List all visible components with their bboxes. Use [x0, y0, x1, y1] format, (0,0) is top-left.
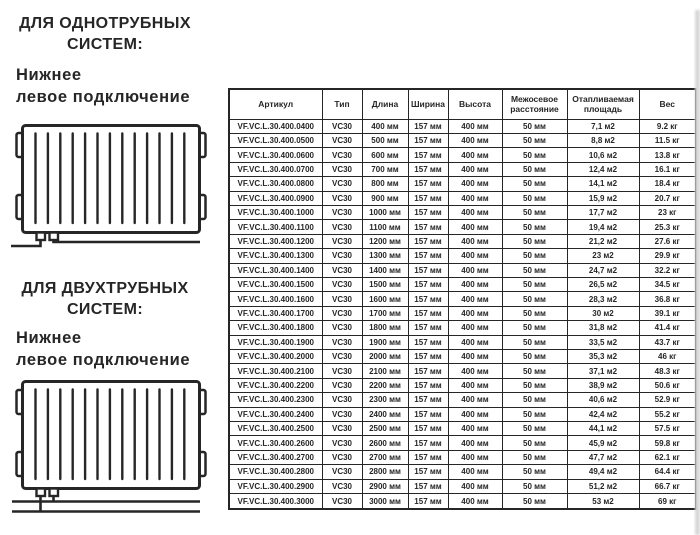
table-row: [229, 321, 696, 335]
table-cell: 38,9 м2: [567, 378, 639, 392]
table-cell: 50 мм: [502, 494, 567, 509]
table-cell: 50.6 кг: [639, 378, 696, 392]
table-cell: 50 мм: [502, 234, 567, 248]
table-cell: 400 мм: [448, 364, 502, 378]
table-cell: 51,2 м2: [567, 479, 639, 493]
table-cell: 41.4 кг: [639, 321, 696, 335]
radiator-spec-table: [228, 88, 697, 510]
table-cell: 50 мм: [502, 249, 567, 263]
table-cell: VC30: [322, 350, 362, 364]
table-cell: VF.VC.L.30.400.1700: [229, 306, 322, 320]
table-cell: VF.VC.L.30.400.2600: [229, 436, 322, 450]
table-cell: VC30: [322, 263, 362, 277]
table-row: [229, 220, 696, 234]
table-cell: 157 мм: [408, 465, 448, 479]
table-cell: 400 мм: [448, 119, 502, 133]
table-cell: 34.5 кг: [639, 277, 696, 291]
table-row: [229, 306, 696, 320]
table-cell: 500 мм: [362, 133, 408, 147]
table-cell: 800 мм: [362, 177, 408, 191]
table-cell: 400 мм: [448, 263, 502, 277]
table-cell: VF.VC.L.30.400.0500: [229, 133, 322, 147]
table-cell: VC30: [322, 450, 362, 464]
table-cell: VC30: [322, 479, 362, 493]
table-cell: 2500 мм: [362, 422, 408, 436]
table-cell: 50 мм: [502, 378, 567, 392]
table-cell: 19,4 м2: [567, 220, 639, 234]
table-cell: 157 мм: [408, 133, 448, 147]
table-cell: 50 мм: [502, 422, 567, 436]
table-cell: VF.VC.L.30.400.2400: [229, 407, 322, 421]
table-row: [229, 191, 696, 205]
table-header-row: [229, 89, 696, 119]
table-cell: 25.3 кг: [639, 220, 696, 234]
table-cell: 1600 мм: [362, 292, 408, 306]
table-row: [229, 205, 696, 219]
table-cell: 20.7 кг: [639, 191, 696, 205]
table-cell: 37,1 м2: [567, 364, 639, 378]
table-cell: 50 мм: [502, 350, 567, 364]
table-cell: 8,8 м2: [567, 133, 639, 147]
table-row: [229, 393, 696, 407]
table-cell: VC30: [322, 133, 362, 147]
table-cell: 7,1 м2: [567, 119, 639, 133]
column-header: Вес: [639, 89, 696, 119]
table-cell: 400 мм: [448, 321, 502, 335]
table-cell: 157 мм: [408, 422, 448, 436]
spec-table: [228, 88, 695, 510]
table-cell: 157 мм: [408, 249, 448, 263]
table-cell: 32.2 кг: [639, 263, 696, 277]
table-cell: VC30: [322, 220, 362, 234]
table-cell: 44,1 м2: [567, 422, 639, 436]
table-cell: VF.VC.L.30.400.1300: [229, 249, 322, 263]
table-cell: VF.VC.L.30.400.0400: [229, 119, 322, 133]
table-cell: 400 мм: [448, 177, 502, 191]
column-header: Артикул: [229, 89, 322, 119]
table-cell: 21,2 м2: [567, 234, 639, 248]
table-row: [229, 234, 696, 248]
table-cell: 46 кг: [639, 350, 696, 364]
table-cell: 28,3 м2: [567, 292, 639, 306]
table-cell: 2300 мм: [362, 393, 408, 407]
table-cell: 400 мм: [448, 191, 502, 205]
table-row: [229, 364, 696, 378]
table-cell: VC30: [322, 119, 362, 133]
table-cell: VF.VC.L.30.400.1400: [229, 263, 322, 277]
two-pipe-connection-label: [16, 328, 216, 371]
subtitle-line: Нижнее: [16, 329, 82, 347]
table-row: [229, 249, 696, 263]
table-cell: VF.VC.L.30.400.2300: [229, 393, 322, 407]
table-cell: VF.VC.L.30.400.1900: [229, 335, 322, 349]
table-cell: VC30: [322, 306, 362, 320]
table-cell: VF.VC.L.30.400.1600: [229, 292, 322, 306]
table-cell: 24,7 м2: [567, 263, 639, 277]
table-cell: VC30: [322, 148, 362, 162]
table-cell: 50 мм: [502, 292, 567, 306]
table-cell: 157 мм: [408, 350, 448, 364]
table-cell: VF.VC.L.30.400.0800: [229, 177, 322, 191]
table-cell: 50 мм: [502, 335, 567, 349]
table-cell: 400 мм: [448, 277, 502, 291]
table-cell: 157 мм: [408, 263, 448, 277]
table-cell: 157 мм: [408, 407, 448, 421]
table-cell: 50 мм: [502, 220, 567, 234]
table-cell: 66.7 кг: [639, 479, 696, 493]
table-cell: 600 мм: [362, 148, 408, 162]
table-cell: 400 мм: [448, 133, 502, 147]
table-cell: 2800 мм: [362, 465, 408, 479]
table-cell: VC30: [322, 364, 362, 378]
table-cell: VF.VC.L.30.400.2200: [229, 378, 322, 392]
table-cell: 45,9 м2: [567, 436, 639, 450]
table-cell: 1000 мм: [362, 205, 408, 219]
table-cell: 157 мм: [408, 148, 448, 162]
table-cell: VF.VC.L.30.400.1500: [229, 277, 322, 291]
table-cell: VC30: [322, 494, 362, 509]
table-cell: 400 мм: [448, 292, 502, 306]
table-cell: 11.5 кг: [639, 133, 696, 147]
table-cell: 400 мм: [448, 465, 502, 479]
table-body: [229, 119, 696, 509]
table-cell: 157 мм: [408, 494, 448, 509]
table-row: [229, 263, 696, 277]
table-cell: 400 мм: [448, 335, 502, 349]
table-cell: 50 мм: [502, 364, 567, 378]
table-cell: 14,1 м2: [567, 177, 639, 191]
table-cell: VC30: [322, 393, 362, 407]
table-cell: 157 мм: [408, 450, 448, 464]
table-cell: VF.VC.L.30.400.0700: [229, 162, 322, 176]
table-cell: 400 мм: [448, 422, 502, 436]
column-header: Ширина: [408, 89, 448, 119]
table-row: [229, 277, 696, 291]
table-cell: 157 мм: [408, 205, 448, 219]
table-cell: 10,6 м2: [567, 148, 639, 162]
two-pipe-section-title: [4, 278, 206, 320]
table-cell: 26,5 м2: [567, 277, 639, 291]
table-cell: 50 мм: [502, 263, 567, 277]
table-cell: VC30: [322, 292, 362, 306]
table-cell: 35,3 м2: [567, 350, 639, 364]
table-cell: 400 мм: [448, 162, 502, 176]
table-cell: 69 кг: [639, 494, 696, 509]
table-cell: 400 мм: [448, 350, 502, 364]
table-cell: 400 мм: [448, 220, 502, 234]
table-row: [229, 494, 696, 509]
table-cell: 1800 мм: [362, 321, 408, 335]
table-cell: 57.5 кг: [639, 422, 696, 436]
table-cell: 3000 мм: [362, 494, 408, 509]
title-line: СИСТЕМ:: [66, 36, 144, 53]
table-cell: 50 мм: [502, 162, 567, 176]
table-cell: 50 мм: [502, 205, 567, 219]
table-cell: 400 мм: [448, 494, 502, 509]
table-cell: 50 мм: [502, 191, 567, 205]
single-pipe-section-title: [4, 13, 206, 55]
table-cell: 59.8 кг: [639, 436, 696, 450]
table-cell: 400 мм: [448, 234, 502, 248]
table-cell: 23 кг: [639, 205, 696, 219]
table-row: [229, 465, 696, 479]
table-cell: 18.4 кг: [639, 177, 696, 191]
table-cell: 50 мм: [502, 479, 567, 493]
title-line: ДЛЯ ДВУХТРУБНЫХ: [21, 280, 189, 297]
table-cell: 2200 мм: [362, 378, 408, 392]
table-cell: 50 мм: [502, 177, 567, 191]
table-cell: 400 мм: [448, 306, 502, 320]
table-cell: VC30: [322, 465, 362, 479]
table-cell: 157 мм: [408, 378, 448, 392]
table-cell: 55.2 кг: [639, 407, 696, 421]
table-cell: 157 мм: [408, 191, 448, 205]
table-cell: 2900 мм: [362, 479, 408, 493]
table-cell: 1900 мм: [362, 335, 408, 349]
table-cell: VF.VC.L.30.400.2700: [229, 450, 322, 464]
table-cell: 31,8 м2: [567, 321, 639, 335]
table-cell: VF.VC.L.30.400.2800: [229, 465, 322, 479]
table-cell: 157 мм: [408, 292, 448, 306]
table-row: [229, 119, 696, 133]
table-cell: 30 м2: [567, 306, 639, 320]
table-row: [229, 292, 696, 306]
table-cell: 157 мм: [408, 220, 448, 234]
title-line: ДЛЯ ОДНОТРУБНЫХ: [19, 15, 191, 32]
table-cell: 50 мм: [502, 306, 567, 320]
subtitle-line: левое подключение: [16, 87, 191, 106]
table-cell: 400 мм: [448, 148, 502, 162]
table-cell: 400 мм: [448, 378, 502, 392]
table-cell: VC30: [322, 277, 362, 291]
table-cell: 400 мм: [448, 393, 502, 407]
table-cell: VC30: [322, 422, 362, 436]
table-cell: 157 мм: [408, 436, 448, 450]
column-header: Длина: [362, 89, 408, 119]
table-cell: 53 м2: [567, 494, 639, 509]
table-cell: 2600 мм: [362, 436, 408, 450]
table-cell: VC30: [322, 407, 362, 421]
table-cell: 50 мм: [502, 133, 567, 147]
table-cell: 50 мм: [502, 465, 567, 479]
table-row: [229, 422, 696, 436]
table-cell: 36.8 кг: [639, 292, 696, 306]
table-cell: 700 мм: [362, 162, 408, 176]
table-cell: 29.9 кг: [639, 249, 696, 263]
table-cell: 9.2 кг: [639, 119, 696, 133]
table-cell: VC30: [322, 249, 362, 263]
column-header: Высота: [448, 89, 502, 119]
table-cell: 1300 мм: [362, 249, 408, 263]
table-cell: 50 мм: [502, 436, 567, 450]
table-cell: 157 мм: [408, 162, 448, 176]
table-cell: 157 мм: [408, 364, 448, 378]
table-cell: 50 мм: [502, 148, 567, 162]
table-cell: 157 мм: [408, 479, 448, 493]
subtitle-line: левое подключение: [16, 350, 191, 369]
table-cell: VC30: [322, 436, 362, 450]
column-header: Отапливаемая площадь: [567, 89, 639, 119]
table-cell: 400 мм: [448, 479, 502, 493]
radiator-two-pipe-diagram: [0, 377, 210, 517]
table-cell: 50 мм: [502, 393, 567, 407]
table-cell: 13.8 кг: [639, 148, 696, 162]
table-cell: 400 мм: [448, 407, 502, 421]
table-row: [229, 450, 696, 464]
table-cell: 1500 мм: [362, 277, 408, 291]
table-cell: VF.VC.L.30.400.1800: [229, 321, 322, 335]
table-cell: VF.VC.L.30.400.1100: [229, 220, 322, 234]
table-cell: 157 мм: [408, 335, 448, 349]
table-cell: VF.VC.L.30.400.2500: [229, 422, 322, 436]
table-cell: 157 мм: [408, 321, 448, 335]
table-cell: 62.1 кг: [639, 450, 696, 464]
table-cell: VF.VC.L.30.400.3000: [229, 494, 322, 509]
table-cell: VC30: [322, 321, 362, 335]
table-cell: VC30: [322, 378, 362, 392]
table-cell: VF.VC.L.30.400.2100: [229, 364, 322, 378]
table-cell: 157 мм: [408, 393, 448, 407]
table-cell: 1700 мм: [362, 306, 408, 320]
table-cell: 50 мм: [502, 119, 567, 133]
table-cell: 157 мм: [408, 177, 448, 191]
radiator-single-pipe-diagram: [0, 119, 210, 251]
table-cell: 400 мм: [448, 249, 502, 263]
table-row: [229, 479, 696, 493]
table-cell: 12,4 м2: [567, 162, 639, 176]
table-cell: 2700 мм: [362, 450, 408, 464]
table-cell: VF.VC.L.30.400.2000: [229, 350, 322, 364]
table-cell: 39.1 кг: [639, 306, 696, 320]
table-cell: 400 мм: [362, 119, 408, 133]
table-cell: 49,4 м2: [567, 465, 639, 479]
table-cell: 33,5 м2: [567, 335, 639, 349]
table-cell: 50 мм: [502, 407, 567, 421]
scan-edge-shading: [695, 10, 700, 535]
table-cell: VC30: [322, 205, 362, 219]
table-cell: VF.VC.L.30.400.1200: [229, 234, 322, 248]
table-row: [229, 378, 696, 392]
table-cell: 16.1 кг: [639, 162, 696, 176]
table-cell: 1100 мм: [362, 220, 408, 234]
table-cell: 900 мм: [362, 191, 408, 205]
table-cell: 17,7 м2: [567, 205, 639, 219]
table-cell: 50 мм: [502, 450, 567, 464]
table-cell: 64.4 кг: [639, 465, 696, 479]
column-header: Межосевое расстояние: [502, 89, 567, 119]
table-row: [229, 436, 696, 450]
single-pipe-connection-label: [16, 65, 216, 108]
subtitle-line: Нижнее: [16, 66, 82, 84]
table-cell: VF.VC.L.30.400.1000: [229, 205, 322, 219]
table-cell: VC30: [322, 162, 362, 176]
table-cell: VC30: [322, 191, 362, 205]
table-cell: 157 мм: [408, 234, 448, 248]
table-cell: VF.VC.L.30.400.0900: [229, 191, 322, 205]
table-cell: 1400 мм: [362, 263, 408, 277]
table-cell: 157 мм: [408, 306, 448, 320]
table-cell: VF.VC.L.30.400.0600: [229, 148, 322, 162]
table-cell: 157 мм: [408, 277, 448, 291]
table-cell: VC30: [322, 177, 362, 191]
column-header: Тип: [322, 89, 362, 119]
table-row: [229, 350, 696, 364]
table-cell: 400 мм: [448, 205, 502, 219]
table-row: [229, 133, 696, 147]
table-cell: 52.9 кг: [639, 393, 696, 407]
table-cell: 48.3 кг: [639, 364, 696, 378]
title-line: СИСТЕМ:: [66, 301, 144, 318]
table-row: [229, 407, 696, 421]
table-cell: VC30: [322, 335, 362, 349]
table-row: [229, 335, 696, 349]
table-cell: 15,9 м2: [567, 191, 639, 205]
table-cell: 2100 мм: [362, 364, 408, 378]
table-row: [229, 148, 696, 162]
table-cell: 1200 мм: [362, 234, 408, 248]
table-cell: 23 м2: [567, 249, 639, 263]
table-cell: 2400 мм: [362, 407, 408, 421]
table-cell: VF.VC.L.30.400.2900: [229, 479, 322, 493]
table-cell: 42,4 м2: [567, 407, 639, 421]
table-cell: VC30: [322, 234, 362, 248]
table-cell: 400 мм: [448, 450, 502, 464]
table-cell: 157 мм: [408, 119, 448, 133]
table-row: [229, 177, 696, 191]
table-cell: 50 мм: [502, 321, 567, 335]
table-cell: 2000 мм: [362, 350, 408, 364]
table-cell: 400 мм: [448, 436, 502, 450]
table-cell: 50 мм: [502, 277, 567, 291]
table-row: [229, 162, 696, 176]
table-cell: 43.7 кг: [639, 335, 696, 349]
table-cell: 27.6 кг: [639, 234, 696, 248]
table-cell: 47,7 м2: [567, 450, 639, 464]
table-cell: 40,6 м2: [567, 393, 639, 407]
